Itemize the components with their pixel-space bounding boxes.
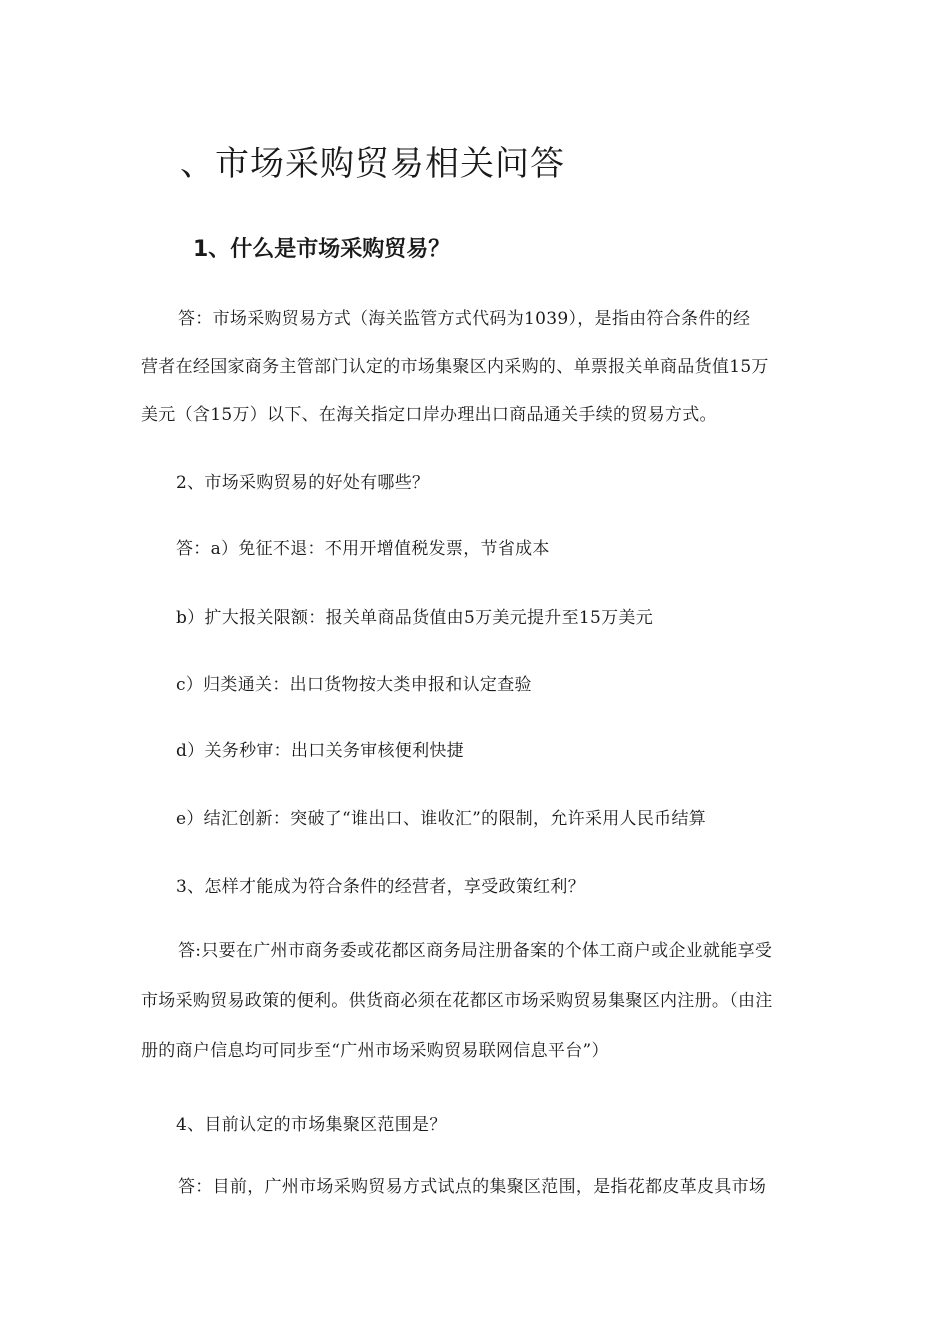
answer-3-line-2: 市场采购贸易政策的便利。供货商必须在花都区市场采购贸易集聚区内注册。（由注 bbox=[141, 991, 773, 1011]
question-2-heading: 2、市场采购贸易的好处有哪些？ bbox=[176, 473, 430, 493]
answer-4-line-1: 答：目前，广州市场采购贸易方式试点的集聚区范围，是指花都皮革皮具市场 bbox=[178, 1177, 767, 1197]
answer-2-line-5: e）结汇创新：突破了“谁出口、谁收汇”的限制，允许采用人民币结算 bbox=[176, 809, 707, 829]
answer-2-line-1: 答：a）免征不退：不用开增值税发票，节省成本 bbox=[176, 539, 550, 559]
question-3-heading: 3、怎样才能成为符合条件的经营者，享受政策红利？ bbox=[176, 877, 586, 897]
answer-2-line-3: c）归类通关：出口货物按大类申报和认定查验 bbox=[176, 675, 532, 695]
answer-1-line-3: 美元（含15万）以下、在海关指定口岸办理出口商品通关手续的贸易方式。 bbox=[141, 405, 717, 425]
answer-3-line-1: 答:只要在广州市商务委或花都区商务局注册备案的个体工商户或企业就能享受 bbox=[178, 941, 773, 961]
answer-2-line-4: d）关务秒审：出口关务审核便利快捷 bbox=[176, 741, 464, 761]
page-title: 、市场采购贸易相关问答 bbox=[180, 144, 565, 184]
answer-2-line-2: b）扩大报关限额：报关单商品货值由5万美元提升至15万美元 bbox=[176, 608, 654, 628]
question-1-heading: 1、什么是市场采购贸易？ bbox=[193, 237, 451, 262]
question-4-heading: 4、目前认定的市场集聚区范围是？ bbox=[176, 1115, 447, 1135]
answer-1-line-2: 营者在经国家商务主管部门认定的市场集聚区内采购的、单票报关单商品货值15万 bbox=[141, 357, 769, 377]
answer-3-line-3: 册的商户信息均可同步至“广州市场采购贸易联网信息平台”） bbox=[141, 1041, 609, 1061]
answer-1-line-1: 答：市场采购贸易方式（海关监管方式代码为1039），是指由符合条件的经 bbox=[178, 309, 751, 329]
